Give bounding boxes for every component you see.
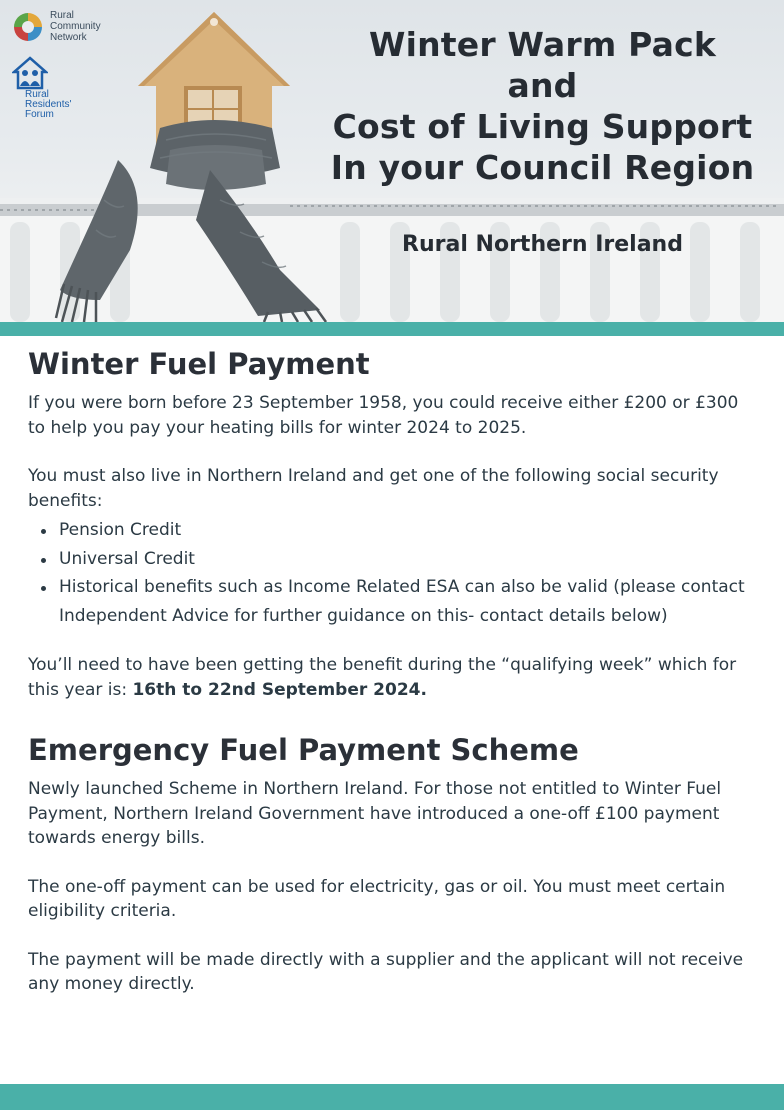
emergency-fuel-para-1: Newly launched Scheme in Northern Ireland. For those not entitled to Winter Fuel Payment, Northern Ireland Government have introduced a one-off £100 payment towards energy bills.	[28, 779, 722, 848]
page-subtitle: Rural Northern Ireland	[402, 232, 683, 257]
rrf-logo-line1: Rural	[25, 89, 49, 100]
emergency-fuel-heading: Emergency Fuel Payment Scheme	[28, 733, 579, 767]
winter-fuel-para-1: If you were born before 23 September 1958, you could receive either £200 or £300 to help you pay your heating bills for winter 2024 to 2025.	[28, 393, 739, 438]
spacer	[28, 851, 748, 875]
top-accent-bar	[0, 322, 784, 336]
page-title	[330, 24, 755, 188]
winter-fuel-section	[28, 344, 748, 702]
emergency-fuel-section	[28, 730, 748, 997]
rural-community-network-logo-icon	[12, 11, 44, 43]
bottom-accent-bar	[0, 1084, 784, 1110]
title-line-2: and	[507, 66, 578, 105]
rcn-logo-line2: Community	[50, 21, 101, 32]
header-banner	[0, 0, 784, 322]
spacer	[28, 440, 748, 464]
spacer	[28, 924, 748, 948]
rrf-logo-line3: Forum	[25, 109, 54, 120]
spacer	[28, 630, 748, 653]
rcn-logo-line3: Network	[50, 32, 87, 43]
emergency-fuel-para-3: The payment will be made directly with a supplier and the applicant will not receive any money directly.	[28, 949, 744, 994]
title-line-1: Winter Warm Pack	[368, 25, 717, 64]
qualifying-week-text: You’ll need to have been getting the benefit during the “qualifying week” which for this year is:	[28, 655, 737, 700]
rrf-logo-line2: Residents'	[25, 99, 72, 110]
title-line-4: In your Council Region	[330, 148, 755, 187]
list-item: Universal Credit	[28, 545, 748, 574]
winter-fuel-heading: Winter Fuel Payment	[28, 347, 370, 381]
rural-community-network-logo	[12, 10, 101, 43]
rural-residents-forum-logo-icon	[12, 56, 48, 90]
rcn-logo-line1: Rural	[50, 10, 74, 21]
qualifying-week-dates: 16th to 22nd September 2024.	[132, 679, 427, 700]
emergency-fuel-para-2: The one-off payment can be used for electricity, gas or oil. You must meet certain eligibility criteria.	[28, 876, 726, 921]
winter-fuel-para-3	[28, 653, 748, 702]
list-item: Historical benefits such as Income Related ESA can also be valid (please contact Independent Advice for further guidance on this- contact details below)	[28, 573, 748, 630]
benefits-list	[28, 516, 748, 630]
title-line-3: Cost of Living Support	[332, 107, 753, 146]
list-item: Pension Credit	[28, 516, 748, 545]
main-content	[28, 344, 748, 997]
rural-residents-forum-logo	[12, 56, 71, 120]
winter-fuel-para-2: You must also live in Northern Ireland and get one of the following social security benefits:	[28, 466, 719, 511]
